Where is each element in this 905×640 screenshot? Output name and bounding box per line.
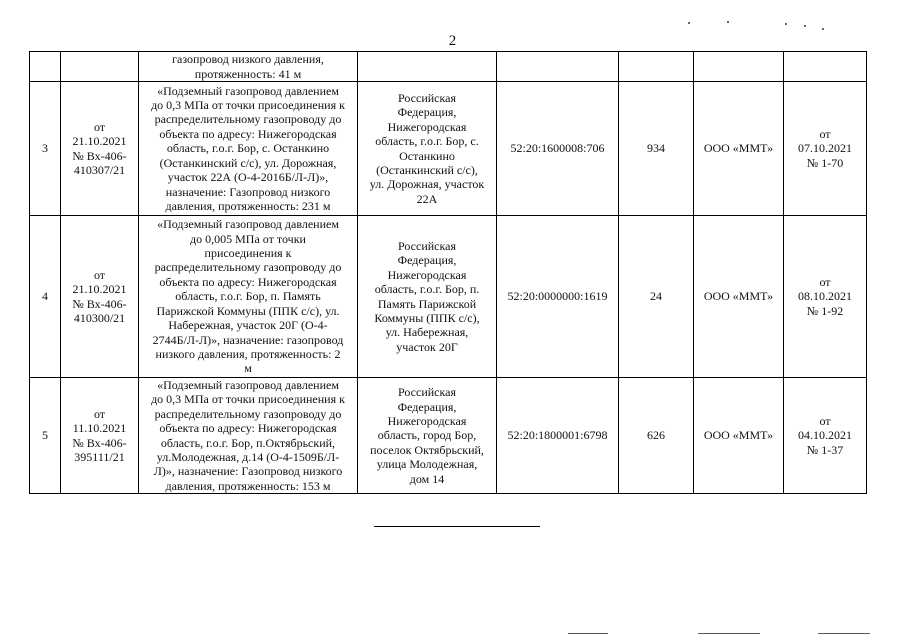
description-text: «Подземный газопровод давлением до 0,3 МПа от точки присоединения к распределительному газопроводу до объекта по адресу: Нижегородская область, г.о.г. Бор, с. Останкино (Останкинский с/с), ул. Дорожная, участок 22А (О-4-2016Б/Л-Л)», назначение: Газопровод низкого давления, протяженность: 231 м [151,83,345,213]
scan-edge-mark [568,633,608,634]
area-value: 934 [619,82,694,216]
object-address [358,378,497,494]
request-ref [61,82,139,216]
request-ref [61,378,139,494]
page-number: 2 [448,33,457,49]
table-row [30,82,867,216]
row-number: 4 [30,216,61,378]
organization: ООО «ММТ» [694,82,784,216]
scan-edge-mark [698,633,760,634]
address-text: Российская Федерация, Нижегородская область, город Бор, поселок Октябрьский, улица Молодежная, дом 14 [370,385,484,486]
request-text: от 21.10.2021 № Вх-406- 410300/21 [72,267,127,325]
decision-text: от 08.10.2021 № 1-92 [798,274,852,318]
scan-speck [804,25,806,27]
cadastral-number: 52:20:0000000:1619 [497,216,619,378]
area-value: 626 [619,378,694,494]
description-text: «Подземный газопровод давлением до 0,005 МПа от точки присоединения к распределительному газопроводу до объекта по адресу: Нижегородская область, г.о.г. Бор, п. Память Парижской Коммуны (ППК с/с), ул. Набережная, участок 20Г (О-4- 2744Б/Л-Л)», назначение: газопровод низкого давления, протяженность: 2 м [152,217,344,376]
decision-ref [784,82,867,216]
cell-area [619,52,694,82]
scan-edge-mark [818,633,870,634]
organization: ООО «ММТ» [694,216,784,378]
request-text: от 11.10.2021 № Вх-406- 395111/21 [72,406,127,465]
scan-speck [727,21,729,23]
address-text: Российская Федерация, Нижегородская область, г.о.г. Бор, п. Память Парижской Коммуны (ППК с/с), ул. Набережная, участок 20Г [374,238,480,354]
description-text: газопровод низкого давления, протяженность: 41 м [172,52,324,81]
cell-request [61,52,139,82]
scan-speck [822,28,824,30]
scan-speck [785,23,787,25]
end-divider-line [374,526,540,527]
description-text: «Подземный газопровод давлением до 0,3 МПа от точки присоединения к распределительному газопроводу до объекта по адресу: Нижегородская область, г.о.г. Бор, п.Октябрьский, ул.Молодежная, д.14 (О-4-1509Б/Л- Л)», назначение: Газопровод низкого давления, протяженность: 153 м [151,378,345,493]
decision-text: от 07.10.2021 № 1-70 [798,126,852,170]
decision-text: от 04.10.2021 № 1-37 [798,414,852,457]
decision-ref [784,216,867,378]
table-row-continuation [30,52,867,82]
area-value: 24 [619,216,694,378]
request-text: от 21.10.2021 № Вх-406- 410307/21 [72,119,127,177]
table-row [30,378,867,494]
row-number: 3 [30,82,61,216]
cadastral-number: 52:20:1800001:6798 [497,378,619,494]
cell-address [358,52,497,82]
cell-description [139,52,358,82]
object-address [358,82,497,216]
decision-ref [784,378,867,494]
address-text: Российская Федерация, Нижегородская область, г.о.г. Бор, с. Останкино (Останкинский с/с), ул. Дорожная, участок 22А [369,90,485,206]
object-description [139,378,358,494]
cell-cadastral [497,52,619,82]
cell-num [30,52,61,82]
registry-table [29,51,867,494]
object-description [139,82,358,216]
request-ref [61,216,139,378]
row-number: 5 [30,378,61,494]
cell-decision [784,52,867,82]
table-row [30,216,867,378]
organization: ООО «ММТ» [694,378,784,494]
cadastral-number: 52:20:1600008:706 [497,82,619,216]
scan-speck [688,22,690,24]
object-address [358,216,497,378]
cell-org [694,52,784,82]
object-description [139,216,358,378]
